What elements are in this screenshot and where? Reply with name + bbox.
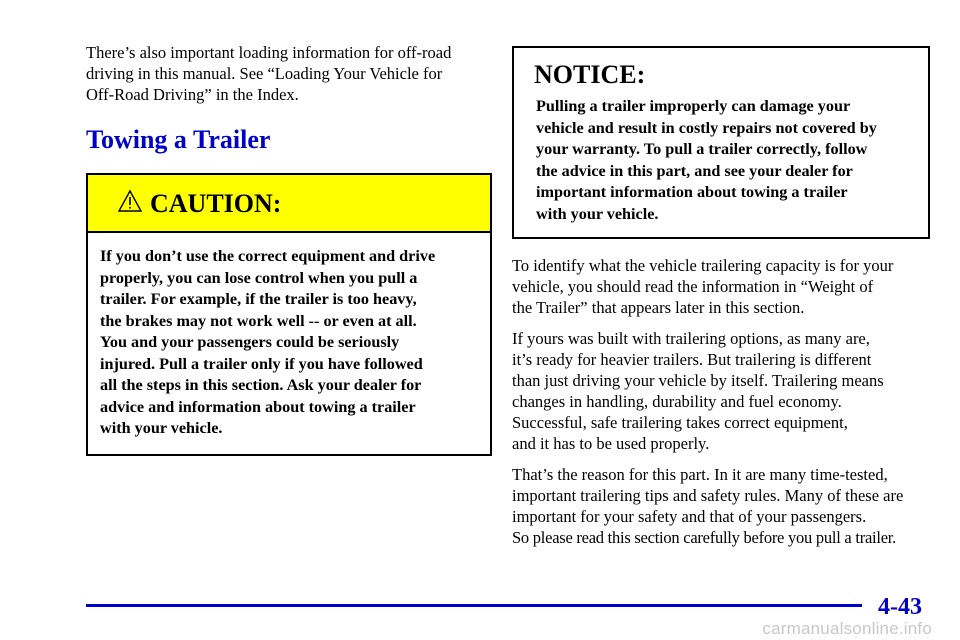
- warning-triangle-icon: [118, 189, 142, 218]
- text-line: If you don’t use the correct equipment and drive: [100, 247, 436, 265]
- caution-box: [86, 173, 492, 456]
- section-heading: Towing a Trailer: [86, 125, 271, 154]
- reason-paragraph: [512, 464, 930, 548]
- options-paragraph: [512, 328, 930, 454]
- text-line: That’s the reason for this part. In it are many time-tested,: [512, 465, 888, 484]
- text-line: vehicle and result in costly repairs not covered by: [536, 118, 877, 137]
- text-line: advice and information about towing a trailer: [100, 397, 416, 416]
- notice-text: [514, 90, 928, 237]
- text-line: important for your safety and that of your passengers.: [512, 507, 867, 526]
- caution-text: [88, 233, 490, 454]
- caution-title: CAUTION:: [150, 189, 282, 218]
- caution-header: [88, 175, 490, 233]
- watermark: carmanualsonline.info: [762, 619, 932, 638]
- text-line: the brakes may not work well -- or even at all.: [100, 311, 417, 330]
- text-line: important information about towing a trailer: [536, 183, 848, 201]
- text-line: If yours was built with trailering options, as many are,: [512, 329, 870, 348]
- text-line: Successful, safe trailering takes correct equipment,: [512, 413, 848, 432]
- text-line: injured. Pull a trailer only if you have followed: [100, 354, 423, 373]
- text-line: vehicle, you should read the information in “Weight of: [512, 277, 874, 296]
- text-line: To identify what the vehicle trailering capacity is for your: [512, 256, 894, 275]
- text-line: Pulling a trailer improperly can damage your: [536, 97, 851, 115]
- text-line: important trailering tips and safety rules. Many of these are: [512, 486, 904, 505]
- text-line: it’s ready for heavier trailers. But trailering is different: [512, 350, 872, 369]
- text-line: There’s also important loading information for off-road: [86, 43, 452, 62]
- text-line: with your vehicle.: [536, 204, 659, 223]
- footer-rule: [86, 604, 862, 607]
- intro-paragraph: [86, 42, 492, 105]
- text-line: and it has to be used properly.: [512, 434, 710, 453]
- page-number: 4-43: [878, 594, 922, 620]
- text-line: So please read this section carefully before you pull a trailer.: [512, 528, 896, 547]
- text-line: trailer. For example, if the trailer is too heavy,: [100, 290, 417, 308]
- notice-box: [512, 46, 930, 239]
- text-line: than just driving your vehicle by itself. Trailering means: [512, 371, 884, 390]
- capacity-paragraph: [512, 255, 930, 318]
- text-line: the advice in this part, and see your dealer for: [536, 161, 853, 180]
- left-column: [86, 42, 492, 456]
- right-column: [512, 46, 930, 548]
- text-line: all the steps in this section. Ask your dealer for: [100, 376, 422, 394]
- text-line: properly, you can lose control when you pull a: [100, 268, 418, 287]
- notice-title: NOTICE:: [534, 60, 646, 89]
- text-line: the Trailer” that appears later in this section.: [512, 298, 805, 317]
- text-line: with your vehicle.: [100, 419, 223, 437]
- text-line: changes in handling, durability and fuel economy.: [512, 392, 842, 411]
- text-line: driving in this manual. See “Loading Your Vehicle for: [86, 64, 443, 83]
- text-line: You and your passengers could be seriously: [100, 333, 400, 351]
- text-line: Off-Road Driving” in the Index.: [86, 85, 299, 104]
- text-line: your warranty. To pull a trailer correctly, follow: [536, 140, 868, 158]
